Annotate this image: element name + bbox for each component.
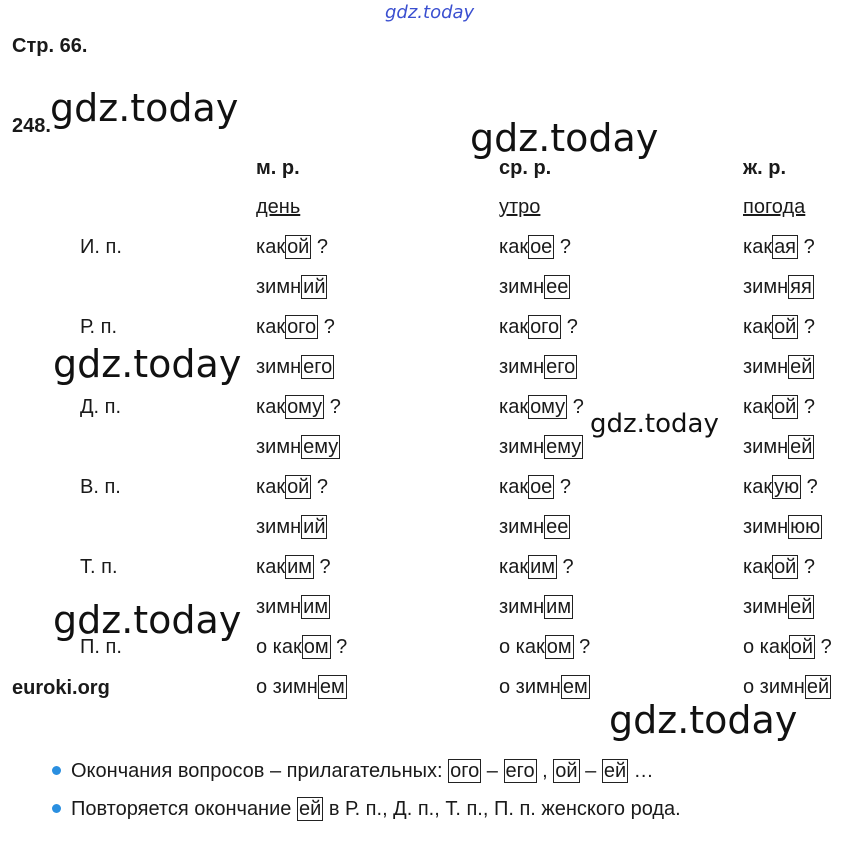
ending-box: ем (562, 676, 588, 698)
ending-box: ем (319, 676, 345, 698)
ending-box: его (546, 356, 576, 378)
note-repeat-before: Повторяется окончание (71, 798, 292, 820)
ending-box: ей (298, 798, 322, 820)
question-mark: ? (330, 636, 348, 658)
note-endings-tail: … (628, 760, 654, 782)
word-stem: зимн (743, 516, 789, 538)
word-stem: как (256, 316, 286, 338)
noun-neuter: утро (499, 196, 541, 218)
adjective-form (743, 516, 822, 539)
ending-box: ее (546, 276, 569, 298)
question-mark: ? (311, 236, 329, 258)
word-stem: о зимн (256, 676, 318, 698)
question-mark: ? (798, 556, 816, 578)
ending-box: им (530, 556, 555, 578)
word-stem: как (499, 476, 529, 498)
question-mark: ? (798, 316, 816, 338)
column-header-neuter: ср. р. (499, 157, 552, 179)
ending-box: ей (790, 596, 813, 618)
bullet-icon (52, 766, 61, 775)
question-mark: ? (556, 556, 574, 578)
ending-box: ого (530, 316, 560, 338)
ending-box: ая (774, 236, 797, 258)
word-stem: зимн (499, 516, 545, 538)
adjective-form (499, 316, 578, 339)
adjective-form (743, 236, 815, 259)
word-stem: как (743, 396, 773, 418)
word-stem: зимн (499, 276, 545, 298)
adjective-form (499, 396, 584, 419)
word-stem: как (256, 396, 286, 418)
adjective-form (499, 636, 590, 659)
word-stem: как (256, 236, 286, 258)
ending-box: его (505, 760, 535, 782)
question-mark: ? (554, 236, 571, 258)
question-mark: ? (815, 636, 832, 658)
note-repeat-after: в Р. п., Д. п., Т. п., П. п. женского рода. (328, 798, 681, 820)
ending-box: ое (530, 476, 553, 498)
word-stem: зимн (256, 276, 302, 298)
adjective-form (256, 516, 327, 539)
case-label: Т. п. (80, 556, 118, 578)
question-mark: ? (561, 316, 578, 338)
adjective-form (256, 276, 327, 299)
case-label: П. п. (80, 636, 122, 658)
ending-box: ом (546, 636, 572, 658)
adjective-form (256, 396, 341, 419)
ending-box: ему (303, 436, 339, 458)
ending-box: ому (287, 396, 323, 418)
word-stem: зимн (743, 356, 789, 378)
word-stem: зимн (499, 356, 545, 378)
note-endings-text: Окончания вопросов – прилагательных: (71, 760, 443, 782)
question-mark: ? (798, 236, 815, 258)
ending-box: ой (287, 476, 310, 498)
question-mark: ? (801, 476, 818, 498)
adjective-form (743, 316, 815, 339)
ending-box: им (287, 556, 312, 578)
ending-box: ему (546, 436, 582, 458)
column-header-masculine: м. р. (256, 157, 300, 179)
noun-feminine: погода (743, 196, 806, 218)
word-stem: о как (499, 636, 545, 658)
adjective-form (499, 276, 570, 299)
adjective-form (499, 516, 570, 539)
column-header-feminine: ж. р. (743, 157, 787, 179)
adjective-form (499, 356, 577, 379)
ending-box: юю (790, 516, 821, 538)
page-label: Стр. 66. (12, 35, 88, 57)
word-stem: как (499, 396, 529, 418)
note-endings: Окончания вопросов – прилагательных: ого – его , ой – ей … (52, 760, 654, 783)
ending-box: ей (790, 356, 813, 378)
word-stem: о как (256, 636, 302, 658)
ending-box: ей (806, 676, 830, 698)
question-mark: ? (567, 396, 584, 418)
word-stem: как (499, 316, 529, 338)
ending-box: им (546, 596, 572, 618)
ending-box: ой (555, 760, 578, 782)
adjective-form (743, 276, 814, 299)
adjective-form (256, 476, 328, 499)
word-stem: о зимн (499, 676, 561, 698)
adjective-form (499, 556, 574, 579)
ending-box: ой (774, 316, 797, 338)
adjective-form (499, 236, 571, 259)
word-stem: как (743, 316, 773, 338)
question-mark: ? (313, 556, 331, 578)
ending-box: ой (287, 236, 310, 258)
bullet-icon (52, 804, 61, 813)
ending-box: ей (603, 760, 627, 782)
ending-box: им (303, 596, 329, 618)
noun-masculine: день (256, 196, 301, 218)
ending-box: ого (287, 316, 317, 338)
ending-box: ое (530, 236, 553, 258)
note-repeat (52, 798, 681, 821)
word-stem: зимн (256, 436, 302, 458)
word-stem: как (499, 556, 529, 578)
ending-box: ую (774, 476, 800, 498)
question-mark: ? (324, 396, 341, 418)
adjective-form (743, 476, 818, 499)
question-mark: ? (798, 396, 816, 418)
question-mark: ? (554, 476, 571, 498)
case-label: Д. п. (80, 396, 122, 418)
watermark-top: gdz.today (385, 2, 475, 23)
question-mark: ? (318, 316, 335, 338)
ending-box: яя (790, 276, 812, 298)
word-stem: о зимн (743, 676, 805, 698)
word-stem: как (743, 556, 773, 578)
word-stem: как (256, 556, 286, 578)
adjective-form (499, 476, 571, 499)
ending-box: ой (774, 556, 797, 578)
word-stem: как (499, 236, 529, 258)
adjective-form (256, 316, 335, 339)
adjective-form (256, 636, 347, 659)
ending-box: ей (790, 436, 813, 458)
adjective-form (743, 356, 814, 379)
ending-box: ее (546, 516, 569, 538)
ending-box: ому (530, 396, 566, 418)
adjective-form (743, 396, 815, 419)
adjective-form (256, 556, 331, 579)
word-stem: зимн (743, 596, 789, 618)
case-label: И. п. (80, 236, 122, 258)
adjective-form (743, 556, 815, 579)
question-mark: ? (311, 476, 329, 498)
watermark: gdz.today (50, 86, 239, 130)
source-label: euroki.org (12, 677, 110, 699)
word-stem: как (743, 236, 773, 258)
adjective-form (256, 676, 347, 699)
adjective-form (256, 356, 334, 379)
word-stem: зимн (743, 276, 789, 298)
adjective-form (499, 596, 573, 619)
word-stem: зимн (256, 356, 302, 378)
question-mark: ? (573, 636, 591, 658)
ending-box: его (303, 356, 333, 378)
ending-box: ом (303, 636, 329, 658)
case-label: В. п. (80, 476, 121, 498)
watermark: gdz.today (609, 698, 798, 742)
case-label: Р. п. (80, 316, 118, 338)
adjective-form (743, 436, 814, 459)
word-stem: зимн (499, 596, 545, 618)
word-stem: зимн (256, 516, 302, 538)
ending-box: ого (450, 760, 480, 782)
ending-box: ой (774, 396, 797, 418)
word-stem: зимн (743, 436, 789, 458)
watermark: gdz.today (470, 116, 659, 160)
adjective-form (499, 676, 590, 699)
watermark: gdz.today (53, 598, 242, 642)
adjective-form (499, 436, 583, 459)
adjective-form (256, 236, 328, 259)
watermark: gdz.today (53, 342, 242, 386)
word-stem: о как (743, 636, 789, 658)
word-stem: зимн (256, 596, 302, 618)
word-stem: зимн (499, 436, 545, 458)
word-stem: как (743, 476, 773, 498)
task-number: 248. (12, 115, 51, 137)
adjective-form (743, 636, 832, 659)
adjective-form (256, 596, 330, 619)
ending-box: ой (790, 636, 814, 658)
ending-box: ий (303, 516, 326, 538)
adjective-form (256, 436, 340, 459)
watermark: gdz.today (590, 409, 719, 439)
word-stem: как (256, 476, 286, 498)
ending-box: ий (303, 276, 326, 298)
adjective-form (743, 596, 814, 619)
adjective-form (743, 676, 831, 699)
